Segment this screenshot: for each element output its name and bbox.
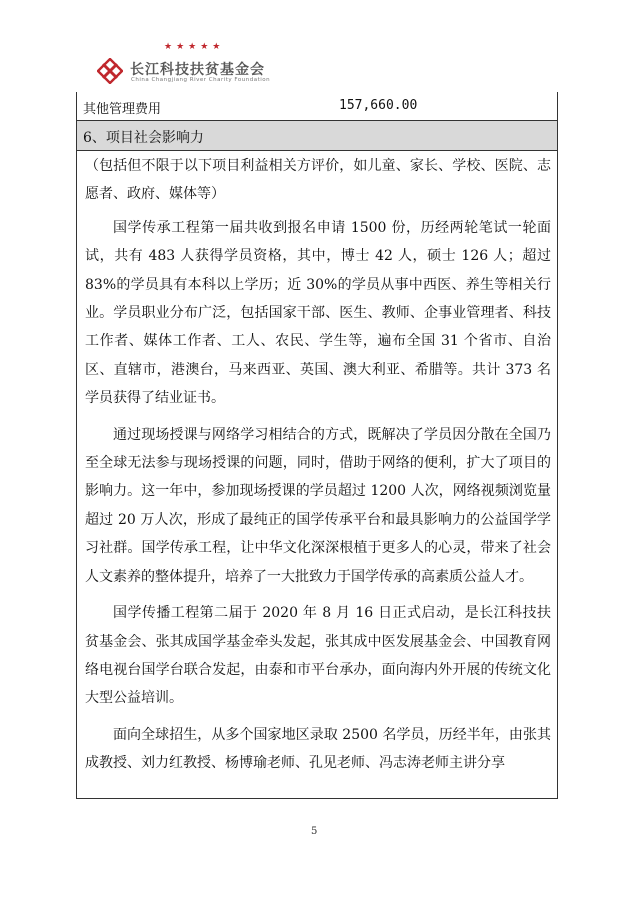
paragraph-1: 国学传承工程第一届共收到报名申请 1500 份，历经两轮笔试一轮面试，共有 483 人获得学员资格，其中，博士 42 人，硕士 126 人；超过 83%的学员具有本科以上学历；近 30%的学员从事中西医、养生等相关行业。学员职业分布广泛，包括国家干部、医生、教师、企事业管理者、科技工作者、媒体工作者、工人、农民、学生等，遍布全国 31 个省市、自治区、直辖市，港澳台，马来西亚、英国、澳大利亚、希腊等。共计 373 名学员获得了结业证书。 xyxy=(85,219,551,407)
paragraph-4: 面向全球招生，从多个国家地区录取 2500 名学员，历经半年，由张其成教授、刘力红教授、杨博瑜老师、孔见老师、冯志涛老师主讲分享 xyxy=(85,726,551,772)
page-number: 5 xyxy=(311,826,318,837)
foundation-name-en: China Changjiang River Charity Foundation xyxy=(131,77,271,83)
section-content xyxy=(85,152,551,786)
fee-label: 其他管理费用 xyxy=(83,102,162,117)
paragraph-3: 国学传播工程第二届于 2020 年 8 月 16 日正式启动，是长江科技扶贫基金会、张其成国学基金牵头发起，张其成中医发展基金会、中国教育网络电视台国学台联合发起，由泰和市平台承办，面向海内外开展的传统文化大型公益培训。 xyxy=(85,605,551,707)
report-table xyxy=(76,92,558,799)
page-header xyxy=(0,0,636,92)
stars-decoration: ★★★★★ xyxy=(164,42,225,52)
table-row-management-fee xyxy=(77,92,557,121)
foundation-logo-icon xyxy=(97,58,123,84)
foundation-name: 长江科技扶贫基金会 xyxy=(130,62,265,78)
section-note: （包括但不限于以下项目利益相关方评价，如儿童、家长、学校、医院、志愿者、政府、媒体等） xyxy=(85,158,551,203)
section-header-row xyxy=(77,121,557,151)
fee-value: 157,660.00 xyxy=(339,98,418,113)
paragraph-2: 通过现场授课与网络学习相结合的方式，既解决了学员因分散在全国乃至全球无法参与现场授课的问题，同时，借助于网络的便利，扩大了项目的影响力。这一年中，参加现场授课的学员超过 1200 人次，网络视频浏览量超过 20 万人次，形成了最纯正的国学传承平台和最具影响力的公益国学学习社群。国学传承工程，让中华文化深深根植于更多人的心灵，带来了社会人文素养的整体提升，培养了一大批致力于国学传承的高素质公益人才。 xyxy=(85,426,551,585)
section-title: 6、项目社会影响力 xyxy=(83,130,204,146)
